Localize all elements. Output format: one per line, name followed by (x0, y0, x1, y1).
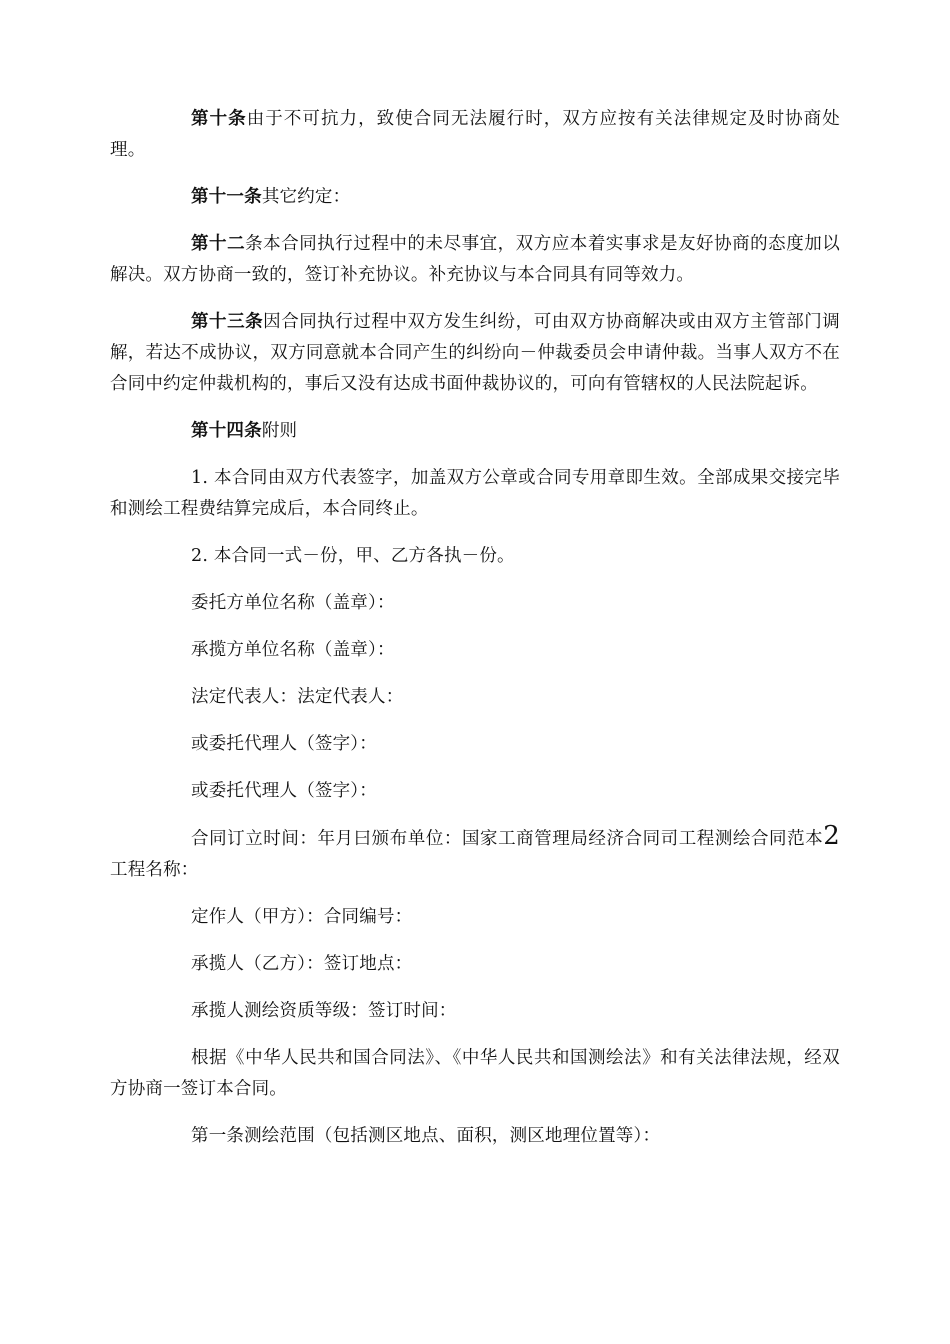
preamble-text: 根据《中华人民共和国合同法》、《中华人民共和国测绘法》和有关法律法规，经双方协商一签订本合同。 (110, 1048, 840, 1099)
article-11 (110, 182, 840, 213)
agent-signature-field (110, 776, 840, 807)
qualification-field (110, 996, 840, 1027)
field-label: 法定代表人：法定代表人： (191, 687, 404, 707)
clause-text: 1. 本合同由双方代表签字，加盖双方公章或合同专用章即生效。全部成果交接完毕和测绘工程费结算完成后，本合同终止。 (110, 468, 840, 519)
clause-2 (110, 541, 840, 572)
article-14 (110, 416, 840, 447)
contractor-name-field (110, 635, 840, 666)
article-1 (110, 1121, 840, 1152)
article-heading: 第十一条 (191, 187, 262, 207)
article-heading: 第十二 (191, 234, 246, 254)
project-name-label: 工程名称： (110, 860, 199, 880)
field-label: 定作人（甲方）：合同编号： (191, 907, 413, 927)
preamble (110, 1043, 840, 1105)
article-text: 附则 (261, 421, 298, 441)
field-label: 委托方单位名称（盖章）： (191, 593, 395, 613)
article-13 (110, 307, 840, 400)
contract-date-line (110, 823, 840, 886)
field-label: 或委托代理人（签字）： (191, 781, 377, 801)
article-heading: 第十三条 (191, 312, 264, 332)
client-name-field (110, 588, 840, 619)
article-text: 第一条测绘范围（包括测区地点、面积，测区地理位置等）： (191, 1126, 661, 1146)
article-10 (110, 104, 840, 166)
party-b-field (110, 949, 840, 980)
contract-date-text: 合同订立时间：年月曰颁布单位：国家工商管理局经济合同司工程测绘合同范本 (191, 829, 824, 849)
legal-rep-field (110, 682, 840, 713)
field-label: 或委托代理人（签字）： (191, 734, 377, 754)
field-label: 承揽人测绘资质等级：签订时间： (191, 1001, 457, 1021)
field-label: 承揽人（乙方）：签订地点： (191, 954, 413, 974)
agent-signature-field (110, 729, 840, 760)
clause-1 (110, 463, 840, 525)
field-label: 承揽方单位名称（盖章）： (191, 640, 395, 660)
article-12 (110, 229, 840, 291)
clause-text: 2. 本合同一式－份，甲、乙方各执－份。 (191, 546, 515, 566)
article-heading: 第十四条 (191, 421, 262, 441)
article-text: 因合同执行过程中双方发生纠纷，可由双方协商解决或由双方主管部门调解，若达不成协议，双方同意就本合同产生的纠纷向－仲裁委员会申请仲裁。当事人双方不在合同中约定仲裁机构的，事后又没有达成书面仲裁协议的，可向有管辖权的人民法院起诉。 (110, 312, 840, 394)
article-text: 由于不可抗力，致使合同无法履行时，双方应按有关法律规定及时协商处理。 (110, 109, 840, 160)
template-number: 2 (823, 821, 840, 851)
article-text: 条本合同执行过程中的未尽事宜，双方应本着实事求是友好协商的态度加以解决。双方协商一致的，签订补充协议。补充协议与本合同具有同等效力。 (110, 234, 840, 285)
party-a-field (110, 902, 840, 933)
article-text: 其它约定： (261, 187, 351, 207)
article-heading: 第十条 (191, 109, 247, 129)
